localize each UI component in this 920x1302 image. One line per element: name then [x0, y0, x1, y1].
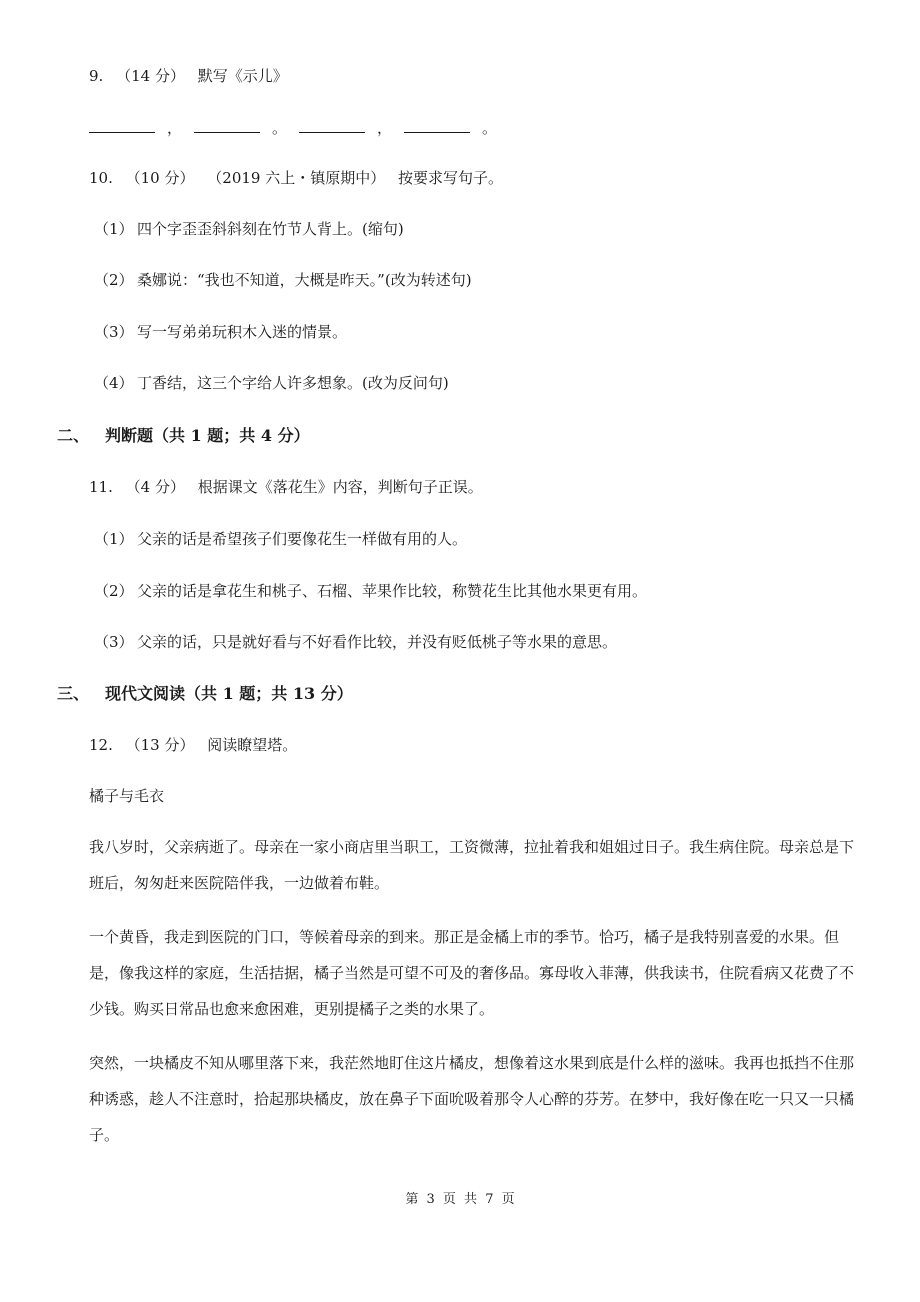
sub-question: [94, 581, 647, 601]
answer-blank[interactable]: [194, 118, 260, 133]
question-9-header: [89, 66, 288, 86]
sub-question: [94, 632, 617, 652]
question-number: 10.: [89, 169, 113, 187]
section-heading: [57, 425, 310, 447]
section-title: 判断题（共 1 题；共 4 分）: [105, 426, 310, 445]
passage-title: 橘子与毛衣: [89, 787, 165, 805]
question-12-header: [89, 735, 297, 755]
section-number: 三、: [57, 684, 90, 703]
question-score: （10 分）: [125, 169, 195, 187]
question-text: 默写《示儿》: [197, 67, 288, 85]
answer-blanks: [89, 118, 509, 138]
sub-question: [94, 322, 347, 342]
section-title: 现代文阅读（共 1 题；共 13 分）: [105, 684, 353, 703]
question-text: 按要求写句子。: [398, 169, 504, 187]
sub-question-number: （3）: [94, 633, 134, 651]
punctuation: ，: [167, 119, 183, 137]
sub-question-number: （3）: [94, 323, 134, 341]
section-number: 二、: [57, 426, 90, 445]
punctuation: 。: [272, 119, 288, 137]
answer-blank[interactable]: [89, 118, 155, 133]
sub-question: [94, 529, 467, 549]
question-score: （13 分）: [125, 736, 195, 754]
sub-question-number: （2）: [94, 582, 134, 600]
question-text: 根据课文《落花生》内容，判断句子正误。: [197, 478, 483, 496]
passage-paragraph: 我八岁时，父亲病逝了。母亲在一家小商店里当职工，工资微薄，拉扯着我和姐姐过日子。我生病住院。母亲总是下班后，匆匆赶来医院陪伴我，一边做着布鞋。: [89, 838, 855, 892]
passage-paragraph: 突然，一块橘皮不知从哪里落下来，我茫然地盯住这片橘皮，想像着这水果到底是什么样的滋味。我再也抵挡不住那种诱惑，趁人不注意时，拾起那块橘皮，放在鼻子下面吮吸着那令人心醉的芬芳。在梦中，我好像在吃一只又一只橘子。: [89, 1054, 855, 1144]
sub-question-text: 桑娜说：“我也不知道，大概是昨天。”(改为转述句): [137, 271, 472, 289]
question-number: 9.: [89, 67, 104, 85]
sub-question-text: 父亲的话是拿花生和桃子、石榴、苹果作比较，称赞花生比其他水果更有用。: [137, 582, 648, 600]
punctuation: 。: [482, 119, 498, 137]
section-heading: [57, 683, 353, 705]
question-10-header: [89, 168, 503, 188]
sub-question: [94, 219, 404, 239]
question-number: 12.: [89, 736, 113, 754]
punctuation: ，: [377, 119, 393, 137]
sub-question-text: 父亲的话是希望孩子们要像花生一样做有用的人。: [137, 530, 468, 548]
sub-question-text: 丁香结，这三个字给人许多想象。(改为反问句): [137, 374, 449, 392]
sub-question-text: 父亲的话，只是就好看与不好看作比较，并没有贬低桃子等水果的意思。: [137, 633, 618, 651]
question-text: 阅读瞭望塔。: [207, 736, 298, 754]
page-footer: 第 3 页 共 7 页: [405, 1192, 515, 1207]
sub-question-number: （4）: [94, 374, 134, 392]
question-source: （2019 六上・镇原期中）: [207, 169, 386, 187]
sub-question-text: 写一写弟弟玩积木入迷的情景。: [137, 323, 348, 341]
sub-question: [94, 373, 449, 393]
question-11-header: [89, 477, 483, 497]
sub-question-text: 四个字歪歪斜斜刻在竹节人背上。(缩句): [137, 220, 404, 238]
passage-paragraph: 一个黄昏，我走到医院的门口，等候着母亲的到来。那正是金橘上市的季节。恰巧，橘子是我特别喜爱的水果。但是，像我这样的家庭，生活拮据，橘子当然是可望不可及的奢侈品。寡母收入菲薄，供我读书，住院看病又花费了不少钱。购买日常品也愈来愈困难，更别提橘子之类的水果了。: [89, 928, 855, 1018]
answer-blank[interactable]: [404, 118, 470, 133]
sub-question-number: （1）: [94, 220, 134, 238]
sub-question: [94, 270, 472, 290]
question-number: 11.: [89, 478, 113, 496]
question-score: （4 分）: [125, 478, 185, 496]
sub-question-number: （1）: [94, 530, 134, 548]
question-score: （14 分）: [116, 67, 185, 85]
answer-blank[interactable]: [299, 118, 365, 133]
sub-question-number: （2）: [94, 271, 134, 289]
